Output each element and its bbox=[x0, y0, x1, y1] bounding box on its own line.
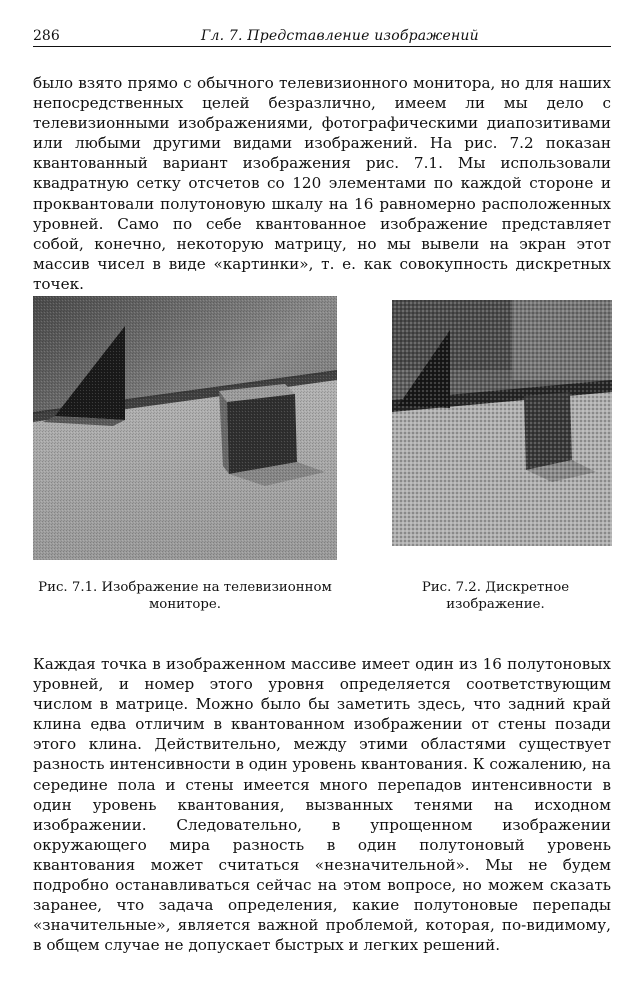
tv-image-illustration bbox=[33, 296, 337, 560]
page-header bbox=[33, 24, 611, 47]
figure-tv-monitor-image bbox=[33, 296, 337, 560]
figure-caption-text-2: Дискретное изображение. bbox=[446, 580, 570, 612]
discrete-image-illustration bbox=[392, 300, 612, 546]
body-paragraph-2: Каждая точка в изображенном массиве имеет один из 16 полутоновых уровней, и номер этого уровня определяется соответствующим числом в матрице. Можно было бы заметить здесь, что задний край клина едва отличим в квантованном изображении от стены позади этого клина. Действительно, между этими областями существует разность интенсивности в один уровень квантования. К сожалению, на середине пола и стены имеется много перепадов интенсивности в один уровень квантования, вызванных тенями на исходном изображении. Следовательно, в упрощенном изображении окружающего мира разность в один полутоновый уровень квантования может считаться «незначительной». Мы не будем подробно останавливаться сейчас на этом вопросе, но можем сказать заранее, что задача определения, какие полутоновые перепады «значительные», является важной проблемой, которая, по-видимому, в общем случае не допускает быстрых и легких решений. bbox=[33, 655, 611, 955]
figure-discrete-image bbox=[392, 300, 612, 546]
figure-caption-1 bbox=[33, 579, 337, 613]
body-paragraph-1: было взято прямо с обычного телевизионного монитора, но для наших непосредственных целей безразлично, имеем ли мы дело с телевизионными изображениями, фотографическими диапозитивами или любыми другими видами изображений. На рис. 7.2 показан квантованный вариант изображения рис. 7.1. Мы использовали квадратную сетку отсчетов со 120 элементами по каждой стороне и проквантовали полутоновую шкалу на 16 равномерно расположенных уровней. Само по себе квантованное изображение представляет собой, конечно, некоторую матрицу, но мы вывели на экран этот массив чисел в виде «картинки», т. е. как совокупность дискретных точек. bbox=[33, 74, 611, 293]
figure-label-2: Рис. 7.2. bbox=[421, 580, 481, 595]
page-number: 286 bbox=[33, 28, 60, 44]
figure-caption-2 bbox=[373, 579, 618, 613]
figure-caption-text-1: Изображение на телевизионном мониторе. bbox=[101, 580, 332, 612]
running-title: Гл. 7. Представление изображений bbox=[201, 28, 479, 44]
figure-label-1: Рис. 7.1. bbox=[38, 580, 98, 595]
